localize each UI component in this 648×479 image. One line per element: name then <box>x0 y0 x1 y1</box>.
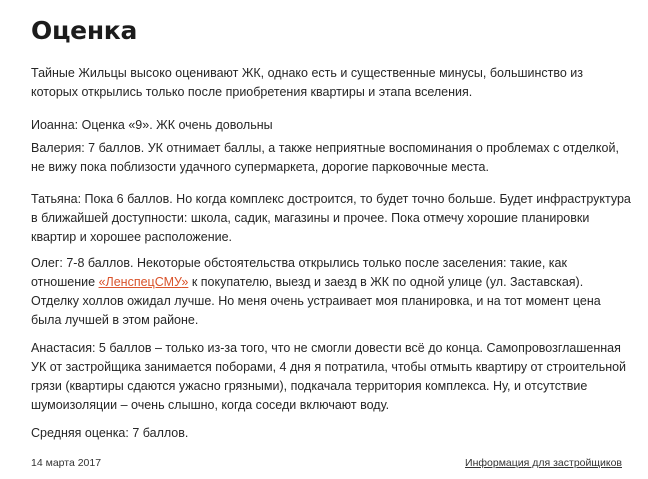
review-anastasia: Анастасия: 5 баллов – только из-за того, что не смогли довести всё до конца. Самопровозглашенная УК от застройщика занимается поборами, 4 дня я потратила, чтобы отмыть квартиру от строительной грязи (квартиры сдаются ужасно грязными), подкачала территория комплекса. Ну, и отсутствие шумоизоляции – очень слышно, когда соседи включают воду. <box>31 341 627 412</box>
review-tatiana: Татьяна: Пока 6 баллов. Но когда комплекс достроится, то будет точно больше. Будет инфраструктура в ближайшей доступности: школа, садик, магазины и прочее. Пока отмечу хорошие планировки квартир и хорошее расположение. <box>31 192 631 244</box>
review-valeria: Валерия: 7 баллов. УК отнимает баллы, а также неприятные воспоминания о проблемах с отделкой, не вижу пока поблизости удачного супермаркета, дорогие парковочные места. <box>31 141 619 174</box>
developer-link-label: ЛенспецСМУ <box>105 275 182 289</box>
developer-link-close-quote: » <box>181 275 189 289</box>
page-title: Оценка <box>31 16 138 45</box>
review-oleg-text-before: Олег: 7-8 баллов. Некоторые обстоятельства открылись только после заселения: такие, как отношение <box>31 256 567 289</box>
developer-info-link[interactable]: Информация для застройщиков <box>465 457 622 469</box>
developer-link[interactable] <box>99 275 189 289</box>
developer-link-open-quote: « <box>98 275 106 289</box>
average-rating: Средняя оценка: 7 баллов. <box>31 426 189 440</box>
intro-paragraph: Тайные Жильцы высоко оценивают ЖК, однако есть и существенные минусы, большинство из которых открылись только после приобретения квартиры и этапа вселения. <box>31 66 584 99</box>
review-oleg-text-after: к покупателю, выезд и заезд в ЖК по одной улице (ул. Заставская). Отделку холлов ожидал лучше. Но меня очень устраивает моя планировка, и на тот момент цена была лучшей в этом районе. <box>31 275 601 327</box>
review-oleg <box>31 254 631 330</box>
publish-date: 14 марта 2017 <box>31 457 102 469</box>
review-ioanna: Иоанна: Оценка «9». ЖК очень довольны <box>31 118 273 132</box>
article <box>31 0 631 469</box>
